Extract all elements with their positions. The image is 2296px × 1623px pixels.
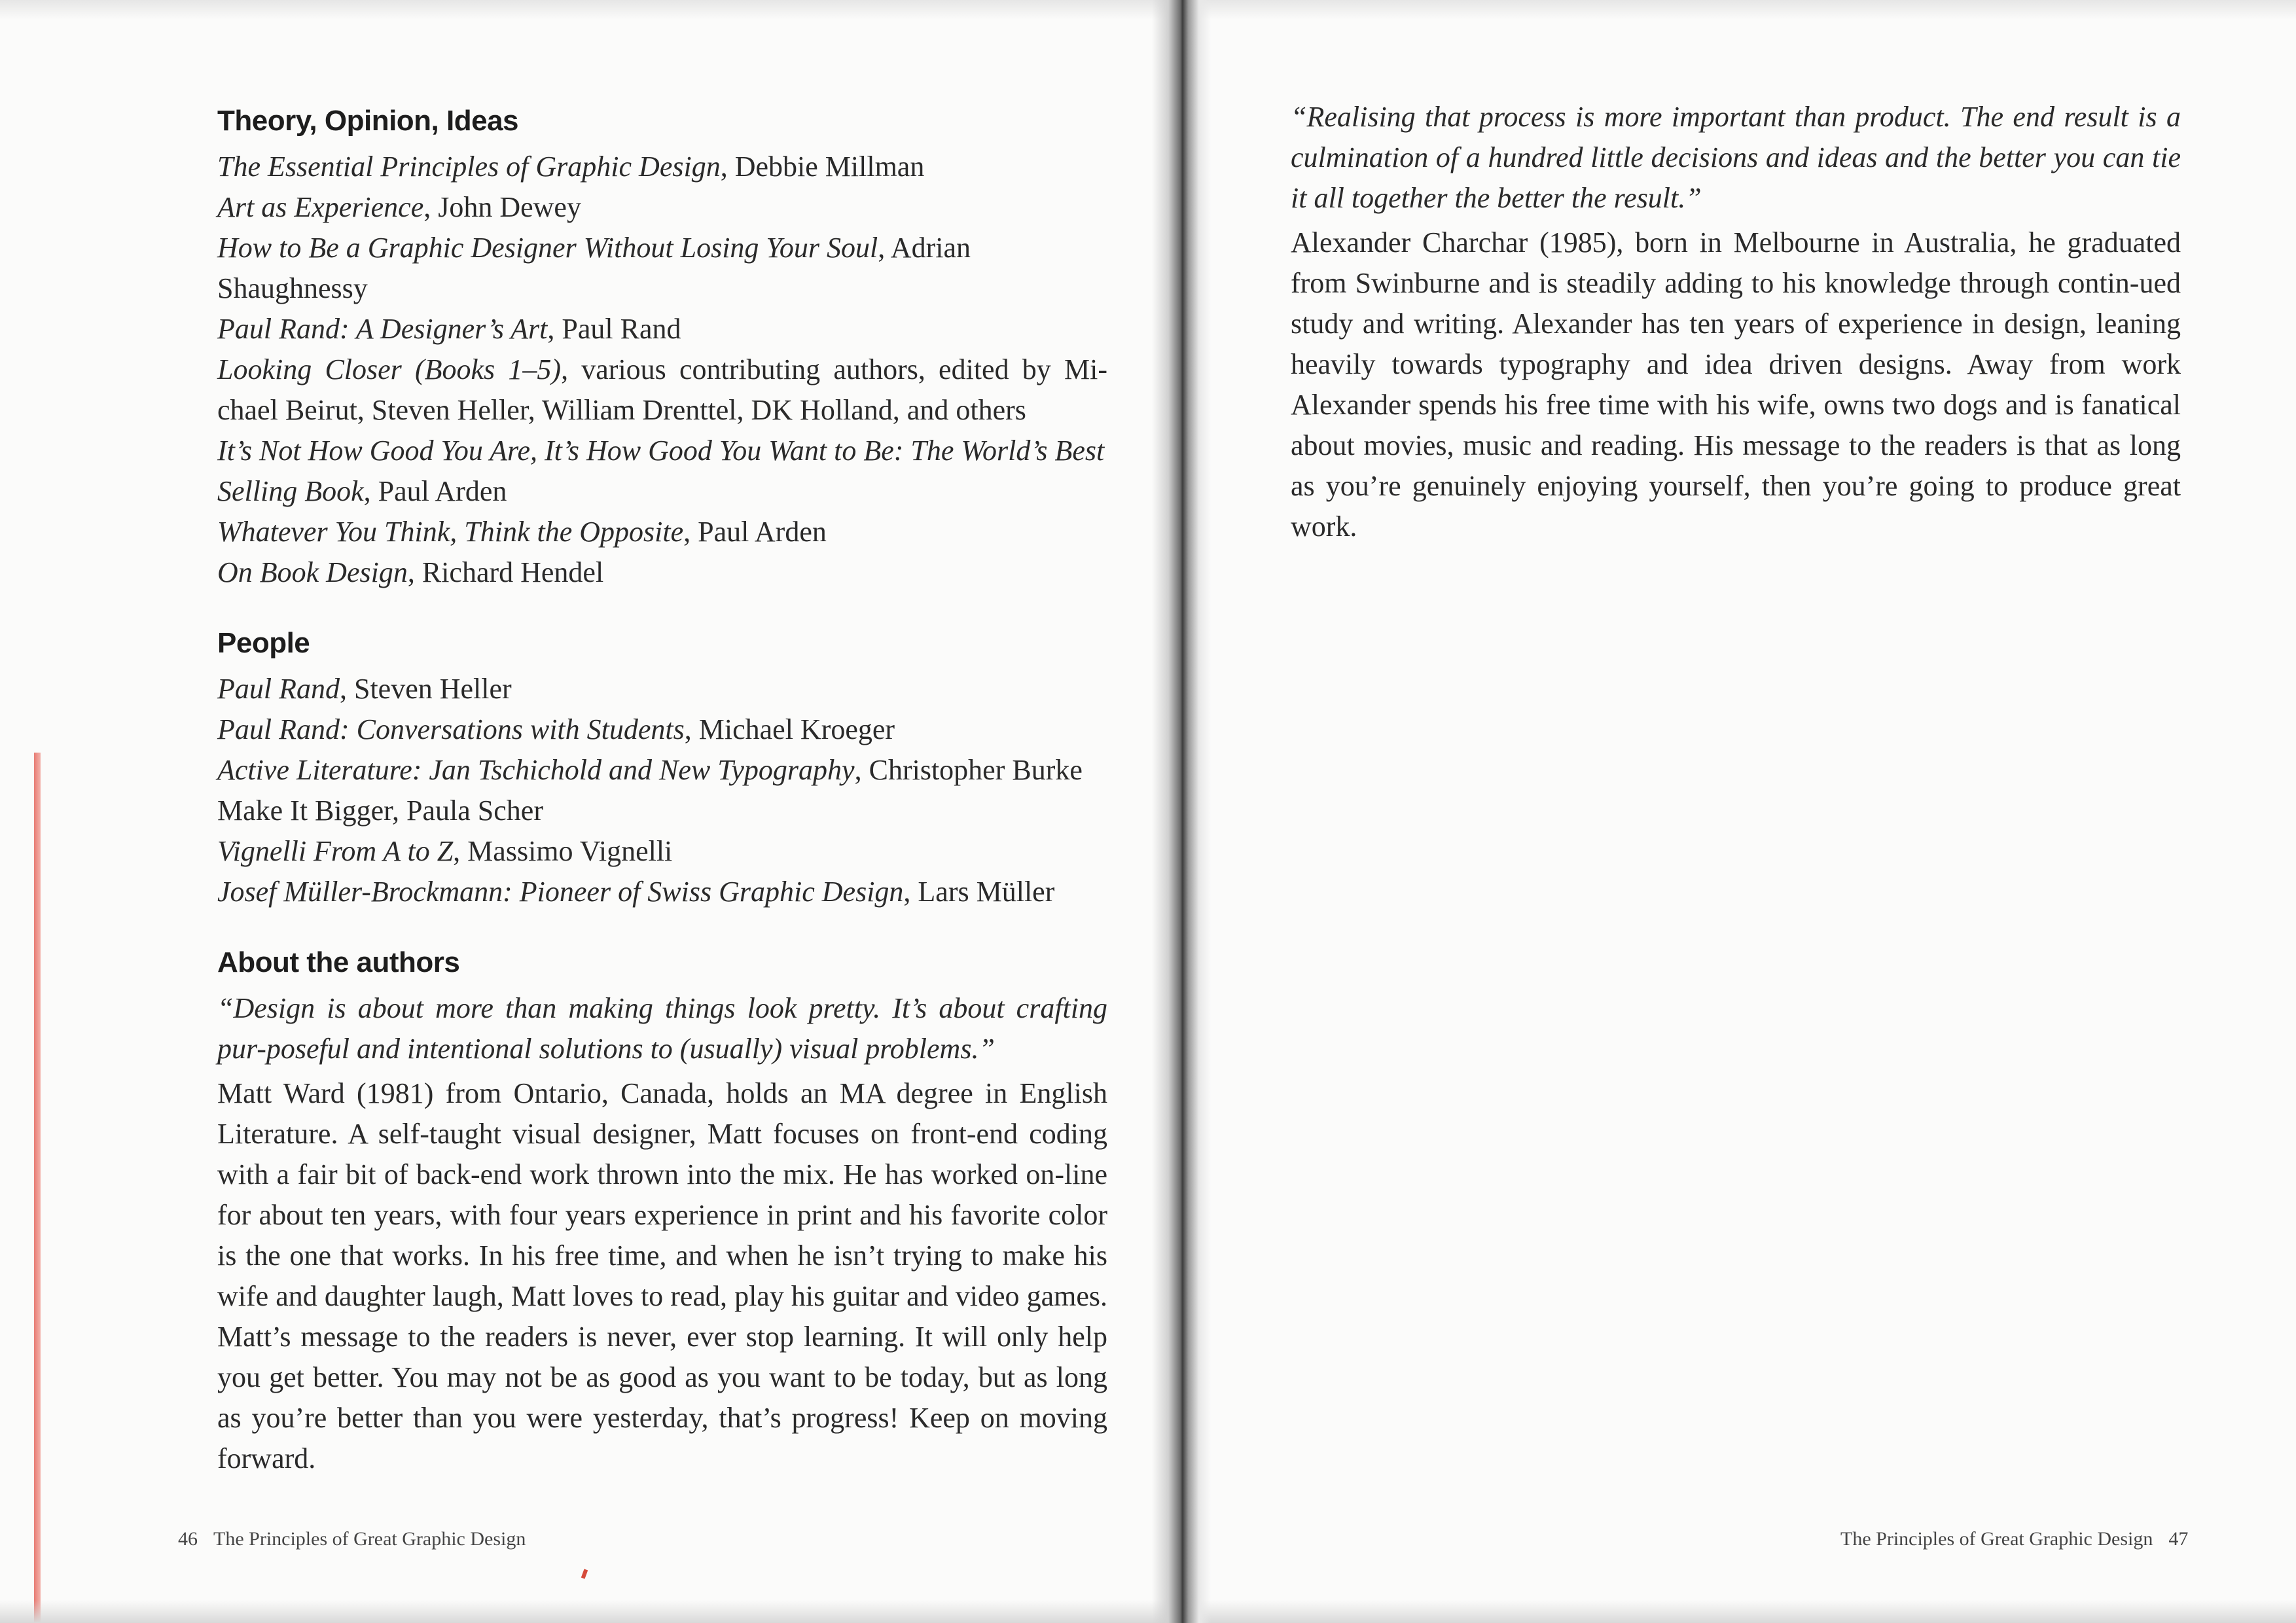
page-number: 46 — [178, 1528, 198, 1550]
page-edge — [34, 753, 41, 1623]
running-title: The Principles of Great Graphic Design — [1840, 1528, 2153, 1550]
reading-list-item: How to Be a Graphic Designer Without Losing Your Soul, Adrian Shaughnessy — [217, 232, 971, 304]
reading-list-item: It’s Not How Good You Are, It’s How Good You Want to Be: The World’s Best Selling Book, Paul Arden — [217, 435, 1105, 507]
reading-list-item: Paul Rand, Steven Heller — [217, 673, 512, 705]
reading-list-item: Art as Experience, John Dewey — [217, 191, 581, 223]
page-footer-left — [178, 1528, 526, 1550]
reading-list-item: Vignelli From A to Z, Massimo Vignelli — [217, 835, 673, 867]
author-quote: “Design is about more than making things look pretty. It’s about crafting pur-poseful and intentional solutions to (usually) visual problems.” — [217, 992, 1107, 1065]
reading-list-item: Whatever You Think, Think the Opposite, Paul Arden — [217, 516, 827, 548]
reading-list-item: The Essential Principles of Graphic Design, Debbie Millman — [217, 151, 925, 183]
reading-list-item: On Book Design, Richard Hendel — [217, 556, 604, 588]
section-heading: About the authors — [217, 946, 460, 978]
left-column — [217, 105, 1107, 1513]
section-heading: People — [217, 627, 310, 659]
reading-list-item: Paul Rand: Conversations with Students, Michael Kroeger — [217, 713, 895, 745]
right-column — [1291, 97, 2181, 547]
section-heading: Theory, Opinion, Ideas — [217, 105, 519, 137]
reading-list-item: Paul Rand: A Designer’s Art, Paul Rand — [217, 313, 681, 345]
section-people — [217, 627, 1107, 912]
top-shadow — [0, 0, 2296, 20]
book-gutter — [1152, 0, 1211, 1623]
running-title: The Principles of Great Graphic Design — [213, 1528, 526, 1550]
author-bio: Alexander Charchar (1985), born in Melbourne in Australia, he graduated from Swinburne and is steadily adding to his knowledge through contin-ued study and writing. Alexander has ten years of experience in design, leaning heavily towards typography and idea driven designs. Away from work Alexander spends his free time with his wife, owns two dogs and is fanatical about movies, music and reading. His message to the readers is that as long as you’re genuinely enjoying yourself, then you’re going to produce great work. — [1291, 226, 2181, 543]
section-about-authors — [217, 946, 1107, 1479]
bottom-shadow — [0, 1600, 2296, 1623]
reading-list-item: Josef Müller-Brockmann: Pioneer of Swiss Graphic Design, Lars Müller — [217, 876, 1055, 908]
reading-list-item: Active Literature: Jan Tschichold and New Typography, Christopher Burke — [217, 754, 1083, 786]
author-bio: Matt Ward (1981) from Ontario, Canada, holds an MA degree in English Literature. A self-taught visual designer, Matt focuses on front-end coding with a fair bit of back-end work thrown into the mix. He has worked on-line for about ten years, with four years experience in print and his favorite color is the one that works. In his free time, and when he isn’t trying to make his wife and daughter laugh, Matt loves to read, play his guitar and video games. Matt’s message to the readers is never, ever stop learning. It will only help you get better. You may not be as good as you want to be today, but as long as you’re better than you were yesterday, that’s progress! Keep on moving forward. — [217, 1077, 1107, 1474]
page-number: 47 — [2168, 1528, 2189, 1550]
page-footer-right — [1840, 1528, 2188, 1550]
section-theory — [217, 105, 1107, 593]
author-quote: “Realising that process is more important than product. The end result is a culmination of a hundred little decisions and ideas and the better you can tie it all together the better the result.” — [1291, 101, 2181, 214]
reading-list-item: Looking Closer (Books 1–5), various contributing authors, edited by Mi-chael Beirut, Steven Heller, William Drenttel, DK Holland, and others — [217, 353, 1108, 426]
reading-list-item: Make It Bigger, Paula Scher — [217, 794, 543, 827]
